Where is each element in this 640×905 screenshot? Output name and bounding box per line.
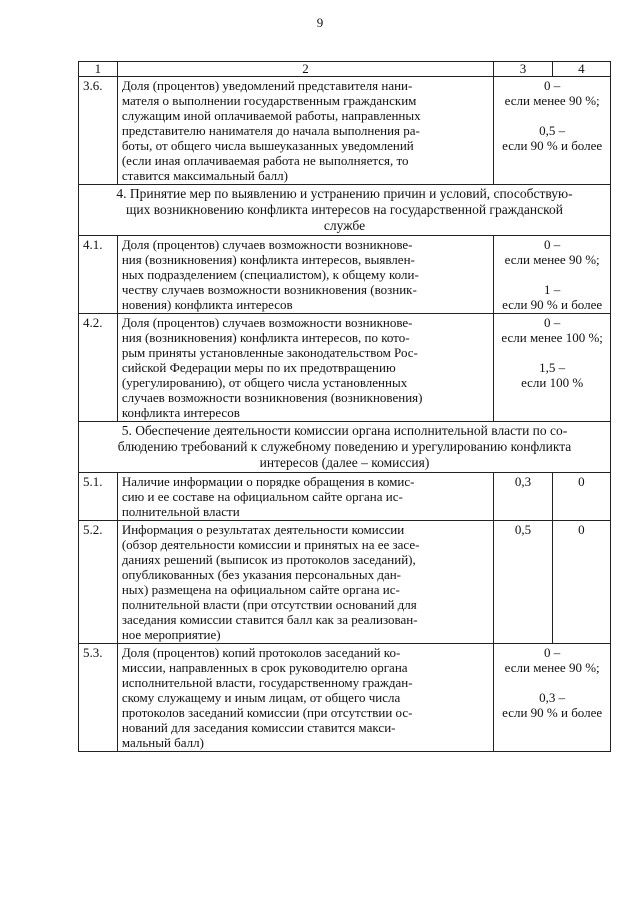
row-description: Доля (процентов) случаев возможности возникнове- ния (возникновения) конфликта интересов, выявлен- ных подразделением (специалистом), к общему коли- честву случаев возможности возникновения (возник- новения) конфликта интересов <box>117 236 493 314</box>
row-score: 0 – если менее 90 %; 1 – если 90 % и более <box>494 236 611 314</box>
row-description: Доля (процентов) случаев возможности возникнове- ния (возникновения) конфликта интересов, по кото- рым приняты установленные законодательством Рос- сийской Федерации меры по их предотвращению (урегулированию), от общего числа установленных случаев возможности возникновения (возникновения) конфликта интересов <box>117 314 493 422</box>
table-row-4-1 <box>79 236 611 314</box>
row-description: Информация о результатах деятельности комиссии (обзор деятельности комиссии и принятых на ее засе- даниях решений (выписок из протоколов заседаний), опубликованных (без указания персональных дан- ных) размещена на официальном сайте органа ис- полнительной власти (при отсутствии оснований для заседания комиссии ставится балл как за реализован- ное мероприятие) <box>117 521 493 644</box>
table-row-5-1 <box>79 473 611 521</box>
header-col-4: 4 <box>552 62 610 77</box>
row-number: 5.1. <box>79 473 118 521</box>
section-heading: 4. Принятие мер по выявлению и устранению причин и условий, способствую- щих возникновению конфликта интересов на государственной гражданской службе <box>79 185 611 236</box>
table-row-3-6 <box>79 77 611 185</box>
header-col-1: 1 <box>79 62 118 77</box>
section-heading: 5. Обеспечение деятельности комиссии органа исполнительной власти по со- блюдению требований к служебному поведению и урегулированию конфликта интересов (далее – комиссия) <box>79 422 611 473</box>
row-number: 3.6. <box>79 77 118 185</box>
row-score-col-4: 0 <box>552 521 610 644</box>
row-score-col-4: 0 <box>552 473 610 521</box>
header-col-3: 3 <box>494 62 552 77</box>
page-number: 9 <box>316 15 324 30</box>
row-score: 0 – если менее 90 %; 0,3 – если 90 % и более <box>494 644 611 752</box>
row-number: 4.1. <box>79 236 118 314</box>
table-row-4-2 <box>79 314 611 422</box>
table-row-5-2 <box>79 521 611 644</box>
row-description: Наличие информации о порядке обращения в комис- сию и ее составе на официальном сайте органа ис- полнительной власти <box>117 473 493 521</box>
row-number: 5.3. <box>79 644 118 752</box>
header-col-2: 2 <box>117 62 493 77</box>
table-row-5-3 <box>79 644 611 752</box>
row-description: Доля (процентов) копий протоколов заседаний ко- миссии, направленных в срок руководителю органа исполнительной власти, государственному граждан- скому служащему и иным лицам, от общего числа протоколов заседаний комиссии (при отсутствии ос- нований для заседания комиссии ставится макси- мальный балл) <box>117 644 493 752</box>
table-header-row <box>79 62 611 77</box>
row-score-col-3: 0,3 <box>494 473 552 521</box>
section-row-5 <box>79 422 611 473</box>
section-row-4 <box>79 185 611 236</box>
row-score: 0 – если менее 90 %; 0,5 – если 90 % и более <box>494 77 611 185</box>
row-number: 5.2. <box>79 521 118 644</box>
row-description: Доля (процентов) уведомлений представителя нани- мателя о выполнении государственным гражданским служащим иной оплачиваемой работы, направленных представителю нанимателя до начала выполнения ра- боты, от общего числа вышеуказанных уведомлений (если иная оплачиваемая работа не выполняется, то ставится максимальный балл) <box>117 77 493 185</box>
row-number: 4.2. <box>79 314 118 422</box>
criteria-table <box>78 61 611 752</box>
row-score-col-3: 0,5 <box>494 521 552 644</box>
row-score: 0 – если менее 100 %; 1,5 – если 100 % <box>494 314 611 422</box>
